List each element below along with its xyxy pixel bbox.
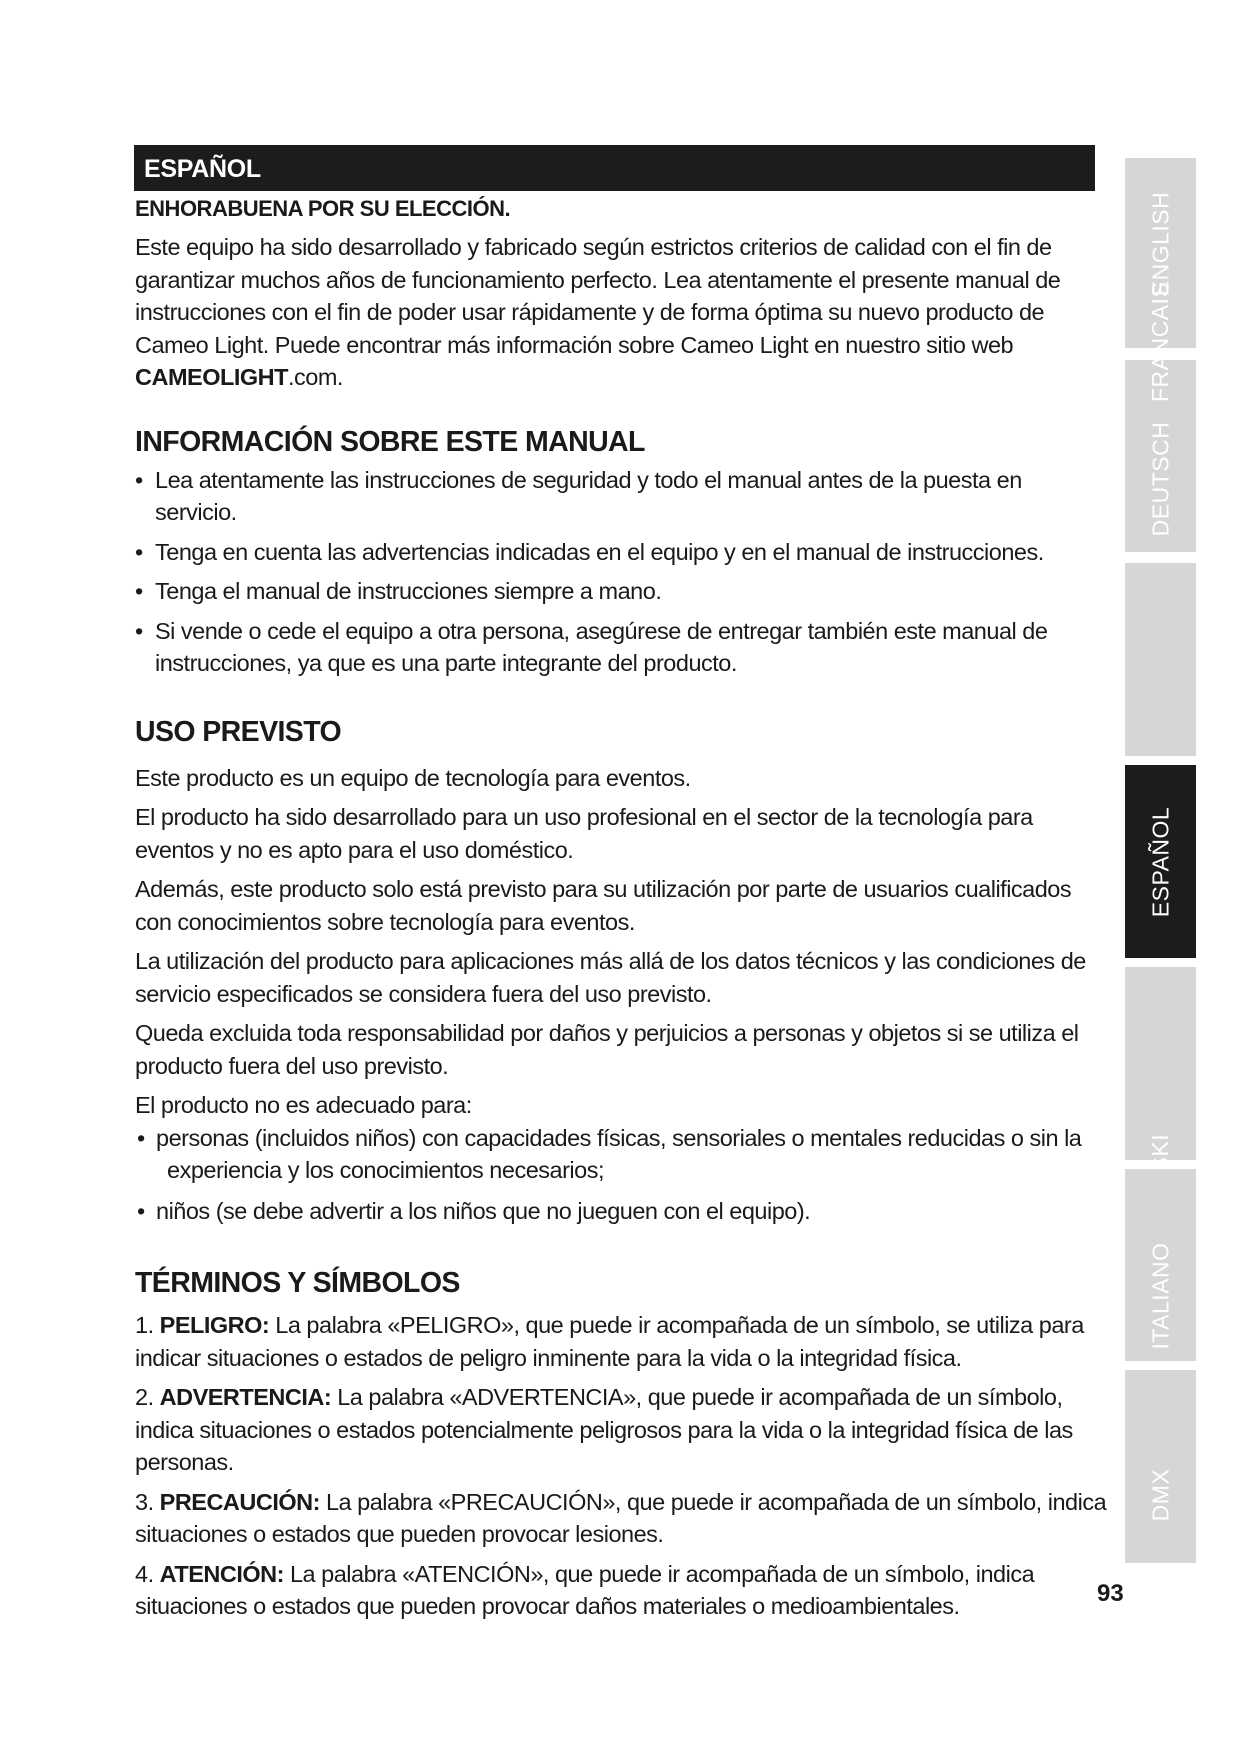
side-tab-italiano[interactable]: [1125, 1169, 1196, 1361]
term-item: [135, 1381, 1107, 1479]
brand-domain: .com.: [287, 364, 343, 390]
list-item: [135, 575, 1107, 608]
side-tab-francais-label: FRANCAIS: [1147, 281, 1173, 402]
term-number: 1.: [135, 1312, 160, 1338]
intended-use-paragraph: Este producto es un equipo de tecnología para eventos.: [135, 764, 691, 791]
side-tab-english-label: ENGLISH: [1147, 191, 1173, 296]
side-tab-deutsch-label: DEUTSCH: [1147, 421, 1173, 537]
list-item: [135, 1122, 1107, 1187]
list-item-text: Tenga el manual de instrucciones siempre a mano.: [155, 578, 662, 604]
list-item: [135, 536, 1107, 569]
side-tab-italiano-label: ITALIANO: [1147, 1242, 1173, 1350]
term-label: ADVERTENCIA:: [159, 1384, 332, 1410]
brand-name: CAMEOLIGHT: [135, 364, 288, 390]
term-number: 3.: [135, 1488, 160, 1515]
list-item-text: personas (incluidos niños) con capacidades físicas, sensoriales o mentales reducidas o sin la experiencia y los conocimientos necesarios;: [156, 1124, 1082, 1183]
language-header-bar: [134, 145, 1095, 191]
term-text: La palabra «ADVERTENCIA», que puede ir acompañada de un símbolo, indica situaciones o estados potencialmente peligrosos para la vida o la integridad física de las personas.: [135, 1384, 1073, 1475]
list-item-text: Si vende o cede el equipo a otra persona, asegúrese de entregar también este manual de instrucciones, ya que es una parte integrante del producto.: [155, 617, 1048, 676]
bullet-icon: •: [135, 466, 143, 493]
intended-use-paragraph: La utilización del producto para aplicaciones más allá de los datos técnicos y las condiciones de servicio especificados se considera fuera del uso previsto.: [135, 948, 1086, 1007]
side-tab-dmx-label: DMX: [1147, 1469, 1173, 1522]
term-text: La palabra «PRECAUCIÓN», que puede ir acompañada de un símbolo, indica situaciones o estados que pueden provocar lesiones.: [135, 1488, 1107, 1547]
term-label: PELIGRO:: [159, 1312, 270, 1338]
side-tab-espanol[interactable]: [1125, 765, 1196, 958]
page-number: 93: [1097, 1580, 1124, 1607]
language-header-label: ESPAÑOL: [144, 155, 261, 183]
congratulations-title: ENHORABUENA POR SU ELECCIÓN.: [135, 196, 511, 221]
side-tab-dmx[interactable]: [1125, 1370, 1196, 1563]
side-tab-espanol-label: ESPAÑOL: [1147, 806, 1173, 917]
term-item: [135, 1309, 1107, 1374]
list-item-text: Lea atentamente las instrucciones de seguridad y todo el manual antes de la puesta en servicio.: [155, 466, 1022, 525]
list-item: [135, 615, 1107, 680]
unsuitable-users-list: [135, 1122, 1107, 1228]
term-label: PRECAUCIÓN:: [159, 1488, 320, 1515]
side-tab-francais[interactable]: [1125, 563, 1196, 756]
list-item-text: niños (se debe advertir a los niños que no jueguen con el equipo).: [156, 1197, 811, 1224]
term-text: La palabra «ATENCIÓN», que puede ir acompañada de un símbolo, indica situaciones o estados que pueden provocar daños materiales o medioambientales.: [135, 1560, 1035, 1619]
list-item: [135, 1195, 1107, 1228]
manual-info-list: [135, 464, 1107, 680]
intended-use-heading: USO PREVISTO: [135, 715, 342, 748]
intended-use-paragraph: Además, este producto solo está previsto para su utilización por parte de usuarios cualificados con conocimientos sobre tecnología para eventos.: [135, 876, 1072, 935]
intro-paragraph: [135, 231, 1107, 394]
term-item: [135, 1486, 1107, 1551]
bullet-icon: •: [135, 617, 143, 644]
terms-heading: TÉRMINOS Y SÍMBOLOS: [135, 1267, 460, 1299]
intended-use-paragraph: El producto ha sido desarrollado para un uso profesional en el sector de la tecnología para eventos y no es apto para el uso doméstico.: [135, 804, 1033, 863]
term-item: [135, 1558, 1107, 1623]
term-label: ATENCIÓN:: [159, 1560, 284, 1587]
term-number: 2.: [135, 1384, 160, 1410]
term-number: 4.: [135, 1560, 160, 1587]
intro-text: Este equipo ha sido desarrollado y fabricado según estrictos criterios de calidad con el fin de garantizar muchos años de funcionamiento perfecto. Lea atentamente el presente manual de instrucciones con el fin de poder usar rápidamente y de forma óptima su nuevo producto de Cameo Light. Puede encontrar más información sobre Cameo Light en nuestro sitio web: [135, 234, 1061, 358]
bullet-icon: •: [135, 538, 143, 565]
bullet-icon: •: [135, 578, 143, 604]
bullet-icon: •: [137, 1124, 145, 1151]
intended-use-paragraph: El producto no es adecuado para:: [135, 1092, 472, 1118]
main-content: [135, 194, 1107, 1630]
term-text: La palabra «PELIGRO», que puede ir acompañada de un símbolo, se utiliza para indicar situaciones o estados de peligro inminente para la vida o la integridad física.: [135, 1312, 1084, 1371]
intended-use-paragraph: Queda excluida toda responsabilidad por daños y perjuicios a personas y objetos si se utiliza el producto fuera del uso previsto.: [135, 1020, 1079, 1079]
bullet-icon: •: [137, 1197, 145, 1224]
list-item: [135, 464, 1107, 529]
list-item-text: Tenga en cuenta las advertencias indicadas en el equipo y en el manual de instrucciones.: [155, 538, 1044, 565]
manual-info-heading: INFORMACIÓN SOBRE ESTE MANUAL: [135, 425, 645, 458]
side-tab-polski[interactable]: [1125, 967, 1196, 1160]
